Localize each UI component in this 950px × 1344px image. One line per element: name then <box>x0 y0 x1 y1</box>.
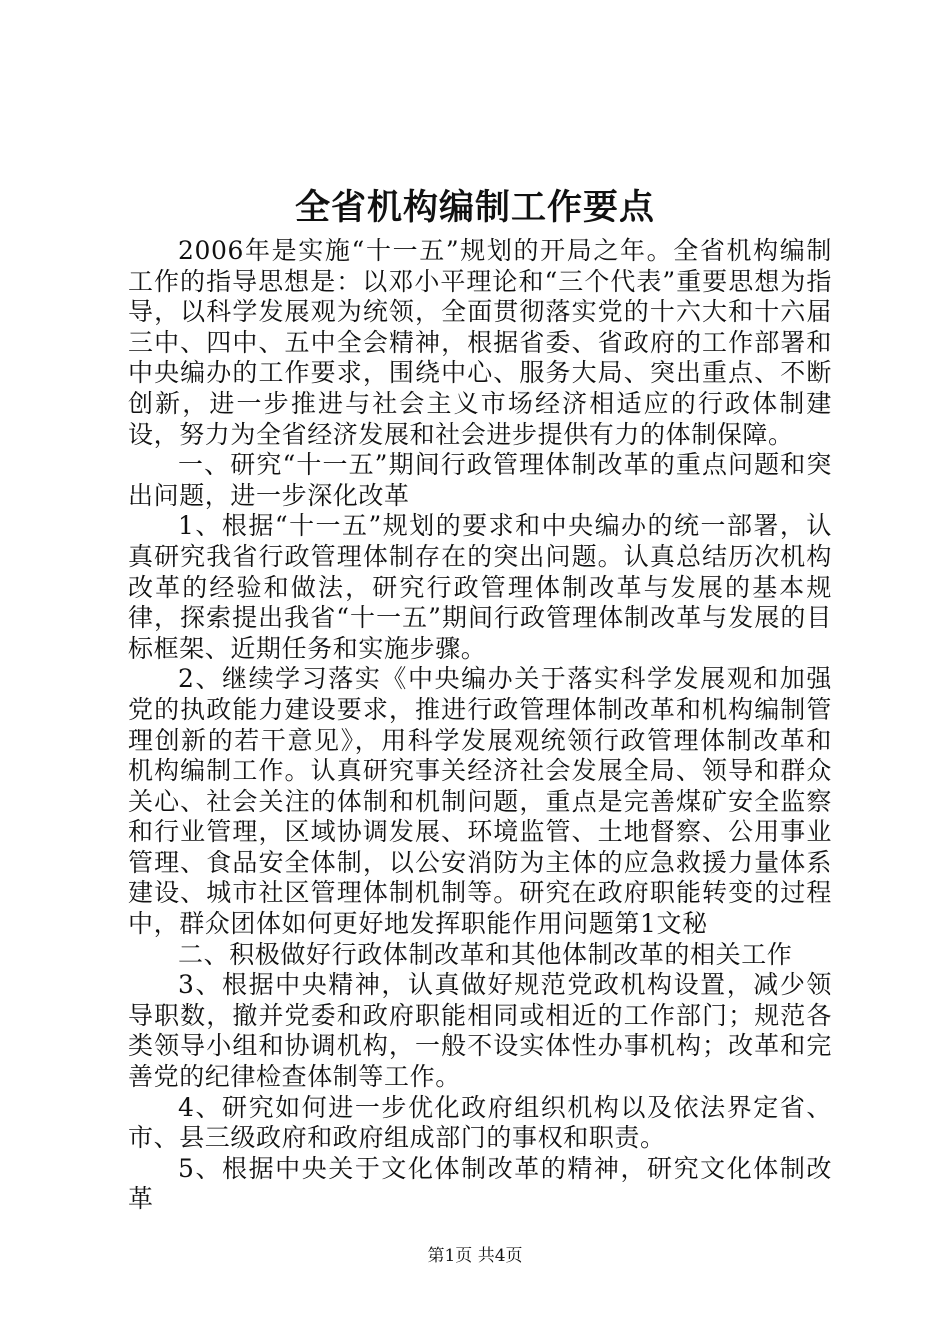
item-paragraph-1: 1、根据“十一五”规划的要求和中央编办的统一部署，认真研究我省行政管理体制存在的突出问题。认真总结历次机构改革的经验和做法，研究行政管理体制改革与发展的基本规律，探索提出我省“十一五”期间行政管理体制改革与发展的目标框架、近期任务和实施步骤。 <box>128 511 832 663</box>
item-paragraph-2: 2、继续学习落实《中央编办关于落实科学发展观和加强党的执政能力建设要求，推进行政管理体制改革和机构编制管理创新的若干意见》，用科学发展观统领行政管理体制改革和机构编制工作。认真研究事关经济社会发展全局、领导和群众关心、社会关注的体制和机制问题，重点是完善煤矿安全监察和行业管理，区域协调发展、环境监管、土地督察、公用事业管理、食品安全体制，以公安消防为主体的应急救援力量体系建设、城市社区管理体制机制等。研究在政府职能转变的过程中，群众团体如何更好地发挥职能作用问题第1文秘 <box>128 664 832 939</box>
page-footer: 第1页 共4页 <box>427 1246 523 1266</box>
item-paragraph-5: 5、根据中央关于文化体制改革的精神，研究文化体制改革 <box>128 1153 832 1214</box>
section-heading-2: 二、积极做好行政体制改革和其他体制改革的相关工作 <box>178 939 793 969</box>
page-title: 全省机构编制工作要点 <box>294 188 655 228</box>
item-paragraph-3: 3、根据中央精神，认真做好规范党政机构设置，减少领导职数，撤并党委和政府职能相同或相近的工作部门；规范各类领导小组和协调机构，一般不设实体性办事机构；改革和完善党的纪律检查体制等工作。 <box>128 970 832 1092</box>
document-body <box>128 236 832 1215</box>
item-paragraph-4: 4、研究如何进一步优化政府组织机构以及依法界定省、市、县三级政府和政府组成部门的事权和职责。 <box>128 1092 832 1153</box>
section-heading-1: 一、研究“十一五”期间行政管理体制改革的重点问题和突出问题，进一步深化改革 <box>128 450 832 510</box>
intro-paragraph: 2006年是实施“十一五”规划的开局之年。全省机构编制工作的指导思想是：以邓小平理论和“三个代表”重要思想为指导，以科学发展观为统领，全面贯彻落实党的十六大和十六届三中、四中、五中全会精神，根据省委、省政府的工作部署和中央编办的工作要求，围绕中心、服务大局、突出重点、不断创新，进一步推进与社会主义市场经济相适应的行政体制建设，努力为全省经济发展和社会进步提供有力的体制保障。 <box>128 236 832 449</box>
